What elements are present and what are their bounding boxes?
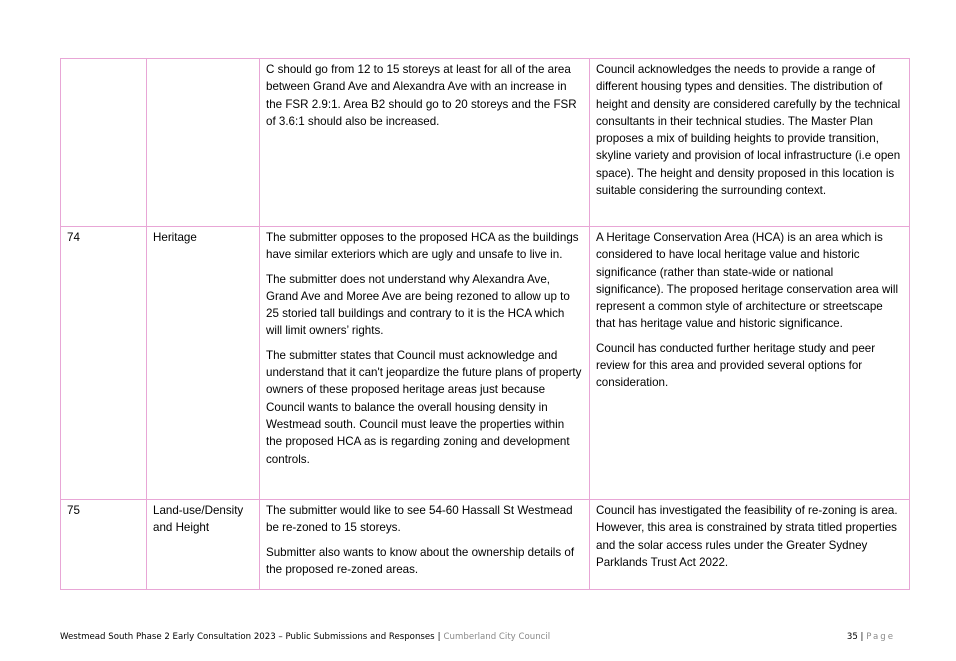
footer-separator: | [437,632,441,642]
table-row [61,227,910,500]
response-paragraph: Council acknowledges the needs to provide a range of different housing types and densities. The distribution of height and density are considered carefully by the technical consultants in their technical studies. The Master Plan proposes a mix of building heights to provide transition, skyline variety and provision of local infrastructure (i.e open space). The height and density proposed in this location is suitable considering the surrounding context. [596,63,901,198]
response-cell [590,500,910,590]
submission-paragraph: C should go from 12 to 15 storeys at least for all of the area between Grand Ave and Alexandra Ave with an increase in the FSR 2.9:1. Area B2 should go to 20 storeys and the FSR of 3.6:1 should also be increased. [266,63,577,128]
submission-number-cell [61,59,147,227]
response-paragraph: Council has conducted further heritage study and peer review for this area and provided several options for consideration. [596,341,876,390]
table-row [61,500,910,590]
submission-paragraph: The submitter states that Council must acknowledge and understand that it can't jeopardize the future plans of property owners of these proposed heritage areas just because Council wants to balance the overall housing density in Westmead south. Council must leave the properties within the proposed HCA as is regarding zoning and development controls. [266,348,582,466]
submission-cell [260,59,590,227]
document-title: Westmead South Phase 2 Early Consultation 2023 – Public Submissions and Responses [60,632,435,642]
page-separator: | [860,632,864,642]
topic-cell: Land-use/Density and Height [147,500,260,590]
organisation-name: Cumberland City Council [443,632,551,642]
page-number: 35 [846,632,858,642]
submission-paragraph: The submitter would like to see 54-60 Hassall St Westmead be re-zoned to 15 storeys. [266,504,573,535]
submission-paragraph: Submitter also wants to know about the ownership details of the proposed re-zoned areas. [266,545,575,576]
response-paragraph: A Heritage Conservation Area (HCA) is an area which is considered to have local heritage value and historic significance (rather than state-wide or national significance). The proposed heritage conservation area will represent a common style of architecture or streetscape that has heritage value and historic significance. [596,231,899,331]
submission-number-cell: 74 [61,227,147,500]
page-footer [60,632,895,642]
page-indicator [847,632,895,642]
submission-paragraph: The submitter does not understand why Alexandra Ave, Grand Ave and Moree Ave are being rezoned to allow up to 25 storied tall buildings and contrary to it is the HCA which will limit owners’ rights. [266,272,570,338]
response-cell [590,59,910,227]
submission-cell [260,227,590,500]
submission-number-cell: 75 [61,500,147,590]
submission-cell [260,500,590,590]
table-row [61,59,910,227]
submission-paragraph: The submitter opposes to the proposed HCA as the buildings have similar exteriors which are ugly and unsafe to live in. [266,231,579,262]
submissions-table [60,58,910,590]
topic-cell: Heritage [147,227,260,500]
page-word: Page [866,632,895,642]
topic-cell [147,59,260,227]
response-cell [590,227,910,500]
response-paragraph: Council has investigated the feasibility of re-zoning is area. However, this area is constrained by strata titled properties and the solar access rules under the Greater Sydney Parklands Trust Act 2022. [596,504,898,569]
